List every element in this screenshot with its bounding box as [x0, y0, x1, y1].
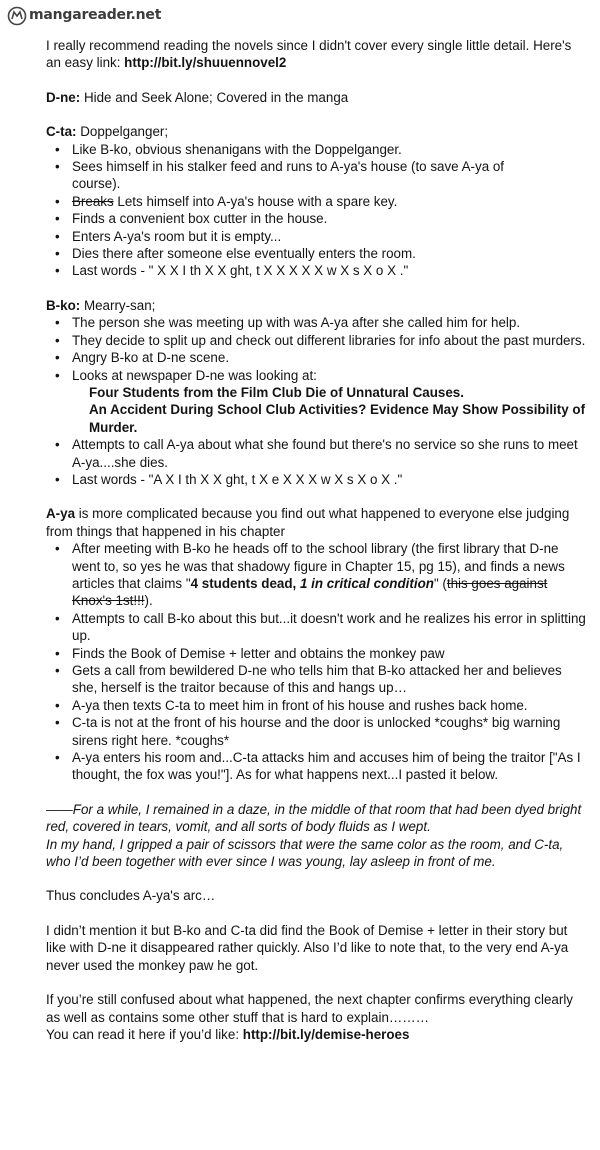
list-item: • They decide to split up and check out different libraries for info about the past murders.	[72, 332, 586, 349]
list-item: • A-ya enters his room and...C-ta attacks him and accuses him of being the traitor ["As I thought, the fox was you!"]. As for what happens next...I pasted it below.	[72, 749, 586, 784]
list-item: • Dies there after someone else eventually enters the room.	[72, 245, 586, 262]
newspaper-headlines	[72, 384, 586, 436]
quote-line: In my hand, I gripped a pair of scissors that were the same color as the room, and C-ta, who I’d been together with ever since I was young, lay asleep in front of me.	[46, 836, 564, 870]
aya-list	[46, 540, 586, 784]
list-item: • Attempts to call B-ko about this but...it doesn't work and he realizes his error in splitting up.	[72, 610, 586, 645]
list-item: • Last words - "A X I th X X ght, t X e X X X w X s X o X ."	[72, 471, 586, 488]
novel-quote	[46, 801, 586, 871]
list-item: • Finds the Book of Demise + letter and obtains the monkey paw	[72, 645, 586, 662]
bko-heading: B-ko: Mearry-san;	[46, 297, 156, 313]
list-item: • C-ta is not at the front of his hourse and the door is unlocked *coughs* big warning sirens right here. *coughs*	[72, 714, 586, 749]
novel-link[interactable]: http://bit.ly/shuuennovel2	[124, 55, 287, 71]
list-item: • Angry B-ko at D-ne scene.	[72, 349, 586, 366]
cta-list	[46, 141, 586, 280]
watermark	[6, 6, 161, 26]
list-item: • A-ya then texts C-ta to meet him in front of his house and rushes back home.	[72, 697, 586, 714]
dne-section: D-ne: Hide and Seek Alone; Covered in the manga	[46, 89, 349, 105]
quote-line: ——For a while, I remained in a daze, in the middle of that room that had been dyed bright red, covered in tears, vomit, and all sorts of body fluids as I wept.	[46, 801, 582, 835]
heroes-link[interactable]: http://bit.ly/demise-heroes	[242, 1026, 410, 1042]
outro-paragraph: If you’re still confused about what happened, the next chapter confirms everything clearly as well as contains some other stuff that is hard to explain………	[46, 992, 573, 1025]
list-item: • Last words - " X X I th X X ght, t X X X X X w X s X o X ."	[72, 262, 586, 279]
seal-icon	[6, 6, 28, 26]
list-item: • Finds a convenient box cutter in the house.	[72, 210, 586, 227]
list-item: • Enters A-ya's room but it is empty...	[72, 228, 586, 245]
list-item: • Sees himself in his stalker feed and runs to A-ya's house (to save A-ya of course).	[72, 158, 586, 193]
cta-heading: C-ta: Doppelganger;	[46, 124, 169, 140]
note-paragraph: I didn’t mention it but B-ko and C-ta did find the Book of Demise + letter in their story but like with D-ne it disappeared rather quickly. Also I’d like to note that, to the very end A-ya never used the monkey paw he got.	[46, 922, 569, 973]
struck-word: Breaks	[72, 193, 114, 209]
headline: Four Students from the Film Club Die of Unnatural Causes.	[89, 384, 464, 400]
list-item: • The person she was meeting up with was A-ya after she called him for help.	[72, 314, 586, 331]
list-item: • Like B-ko, obvious shenanigans with the Doppelganger.	[72, 141, 586, 158]
bko-list	[46, 314, 586, 488]
conclusion: Thus concludes A-ya's arc…	[46, 888, 216, 904]
headline: An Accident During School Club Activities? Evidence May Show Possibility of Murder.	[89, 402, 586, 435]
dne-label: D-ne:	[46, 89, 81, 105]
list-item: • Gets a call from bewildered D-ne who tells him that B-ko attacked her and believes she, herself is the traitor because of this and hangs up…	[72, 662, 586, 697]
document-body	[46, 37, 586, 1043]
list-item: • Looks at newspaper D-ne was looking at: Four Students from the Film Club Die of Unnatural Causes. An Accident During School Club Activities? Evidence May Show Possibility of Murder.	[72, 367, 586, 437]
aya-intro: A-ya is more complicated because you find out what happened to everyone else judging from things that happened in his chapter	[46, 506, 570, 539]
outro-link-line: You can read it here if you’d like: http://bit.ly/demise-heroes	[46, 1026, 410, 1042]
intro-paragraph: I really recommend reading the novels since I didn't cover every single little detail. Here's an easy link: http://bit.ly/shuuennovel2	[46, 38, 572, 71]
list-item: • Breaks Lets himself into A-ya's house with a spare key.	[72, 193, 586, 210]
list-item: • After meeting with B-ko he heads off to the school library (the first library that D-ne went to, so yes he was that shadowy figure in Chapter 15, pg 15), and finds a news articles that claims "4 students dead, 1 in critical condition" (this goes against Knox's 1st!!!).	[72, 540, 586, 610]
list-item: • Attempts to call A-ya about what she found but there's no service so she runs to meet A-ya....she dies.	[72, 436, 586, 471]
watermark-text: mangareader.net	[29, 7, 162, 24]
